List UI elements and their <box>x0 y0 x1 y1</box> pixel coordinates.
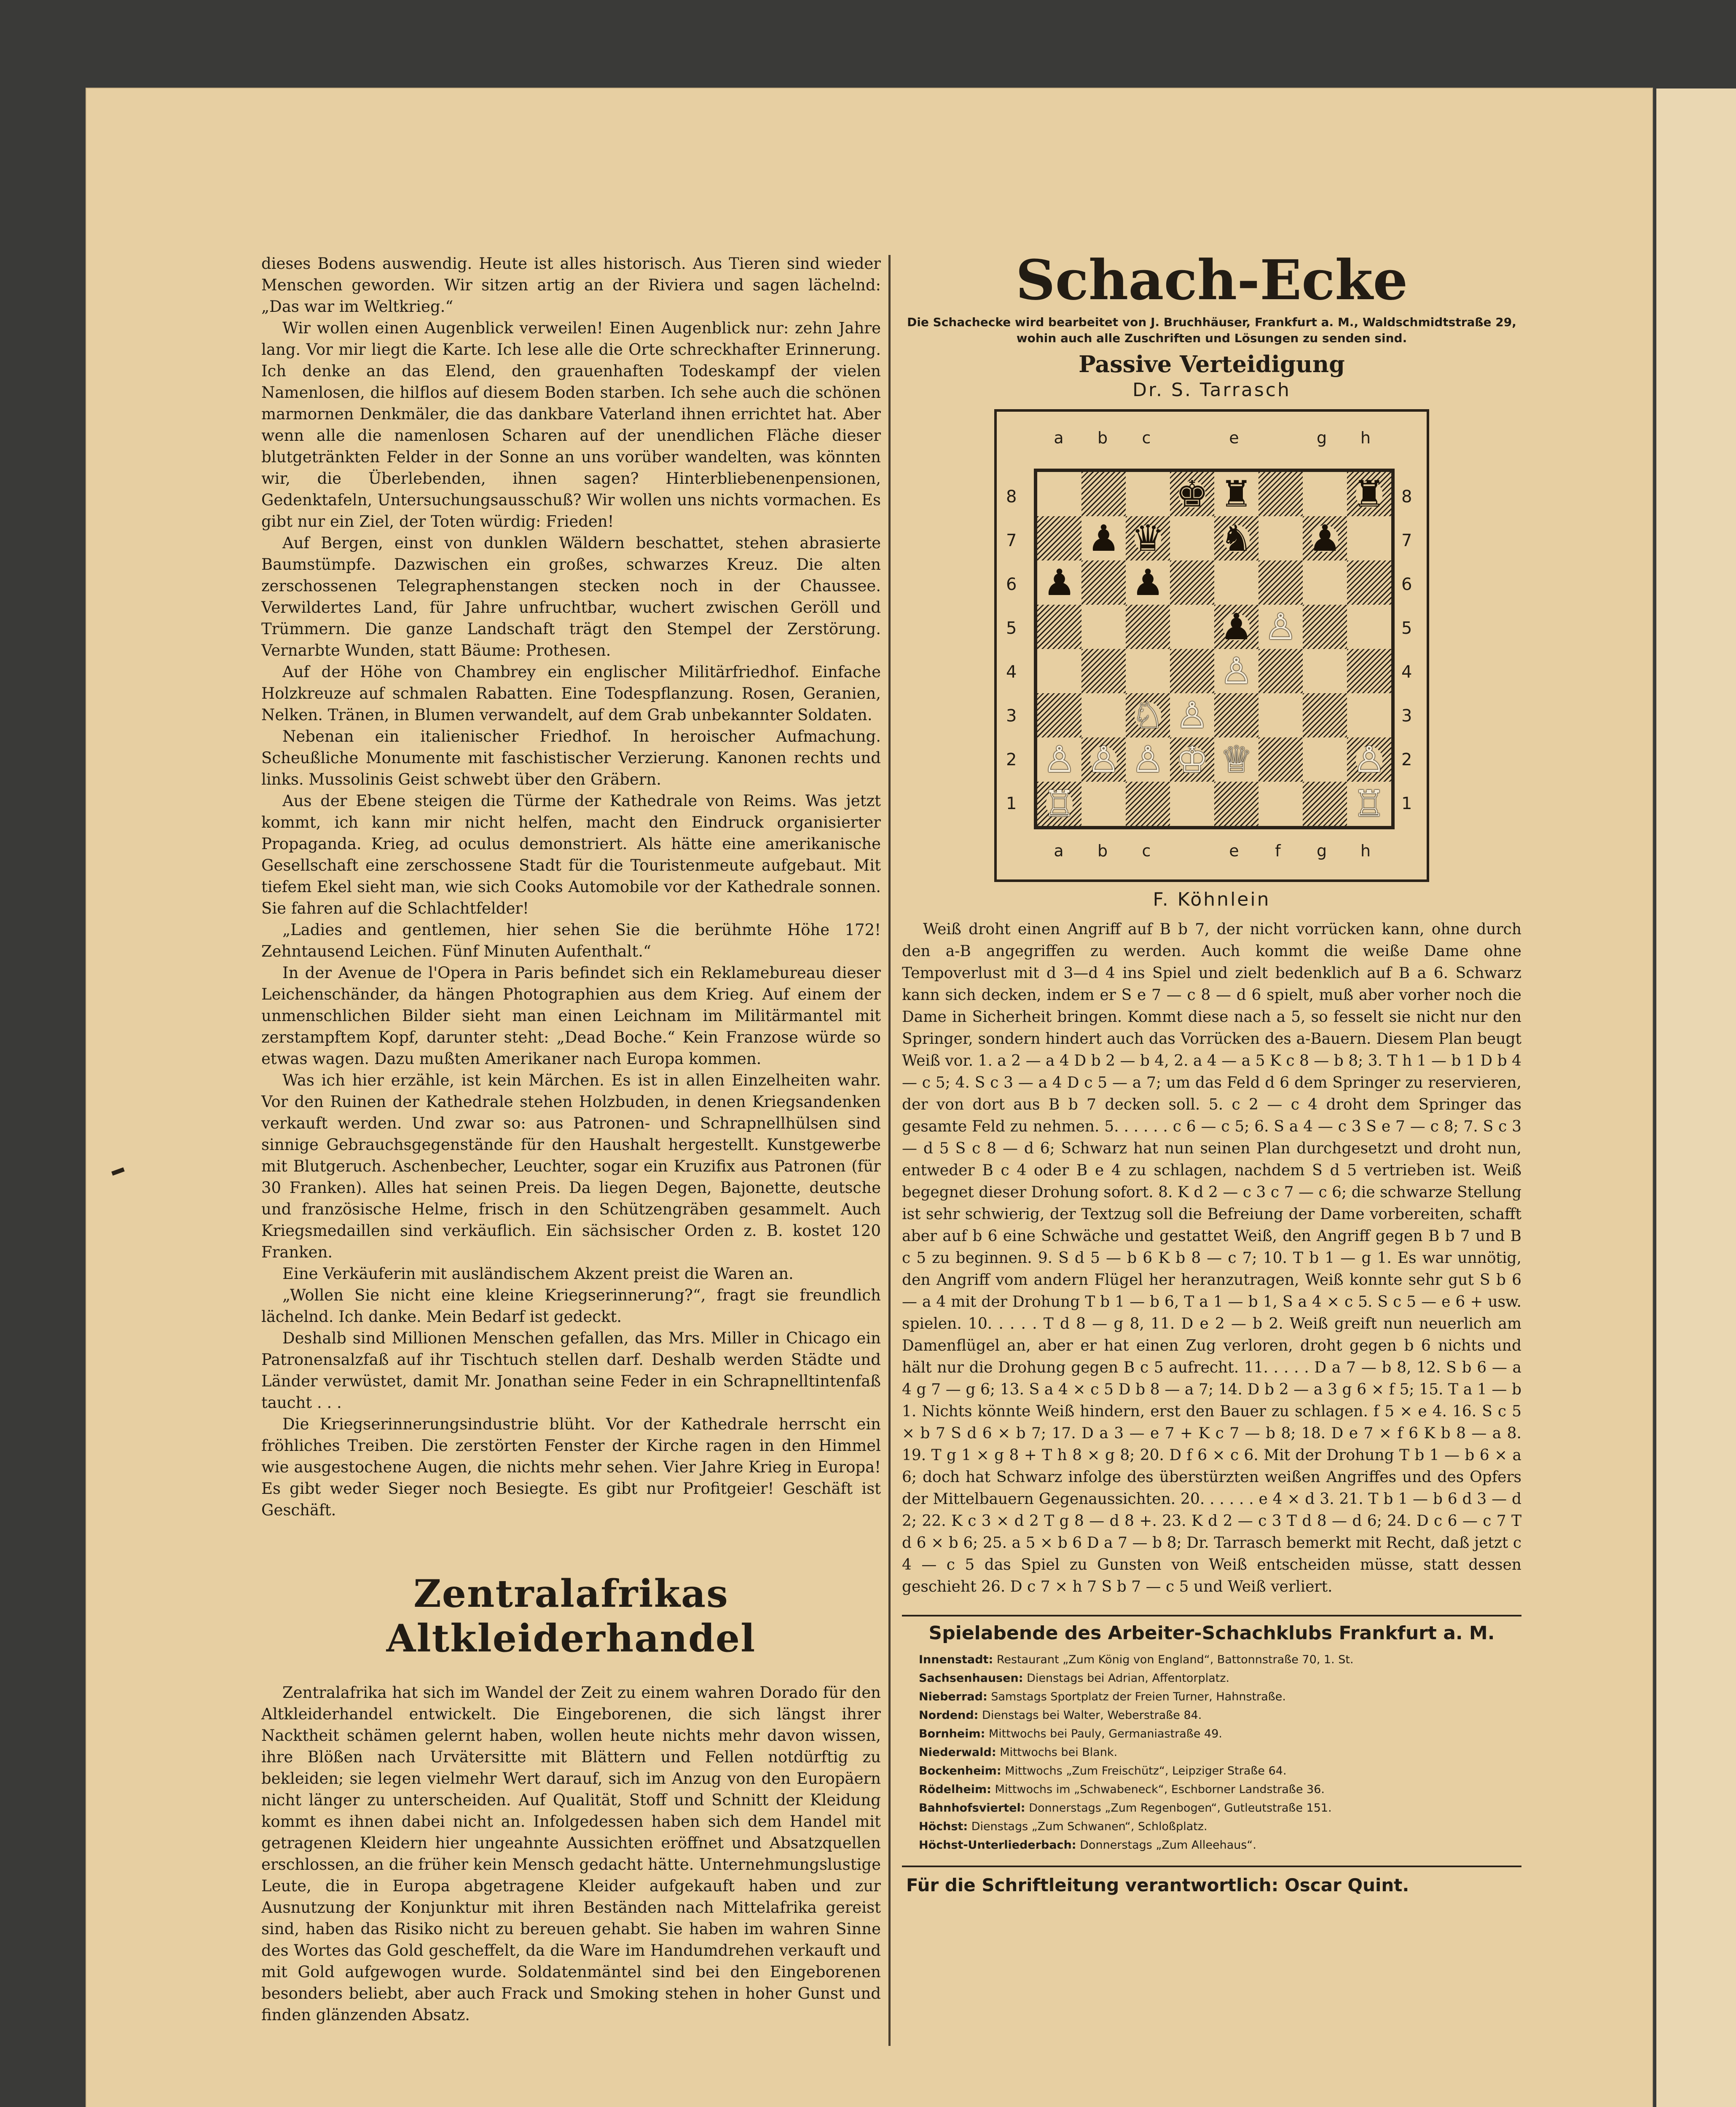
board-square <box>1081 605 1126 649</box>
board-square <box>1347 782 1391 826</box>
file-label <box>1168 429 1212 447</box>
black-pawn-icon: ♟ <box>1308 517 1342 560</box>
club-entry <box>902 1669 1521 1688</box>
paragraph: Aus der Ebene steigen die Türme der Kathedrale von Reims. Was jetzt kommt, ich kann mir nicht helfen, macht den Eindruck organisierter Propaganda. Krieg, ad oculus demonstriert. Als hätte eine amerikanische Gesellschaft eine zerschossene Stadt für die Touristenmeute aufgebaut. Mit tiefem Ekel sieht man, wie sich Cooks Automobile vor der Kathedrale sonnen. Sie fahren auf die Schlachtfelder! <box>261 792 881 917</box>
board-square <box>1214 693 1258 737</box>
club-entry <box>902 1706 1521 1725</box>
rank-label: 5 <box>1006 619 1017 638</box>
file-label: h <box>1360 842 1371 860</box>
board-square <box>1347 516 1391 560</box>
board-square <box>1214 472 1258 516</box>
white-pawn-icon: ♙ <box>1220 650 1253 692</box>
board-square <box>1258 516 1303 560</box>
board-square <box>1081 649 1126 693</box>
left-column <box>261 253 881 2026</box>
column-divider <box>888 255 891 2046</box>
board-square <box>1303 472 1347 516</box>
club-entry <box>902 1762 1521 1780</box>
board-square <box>1347 560 1391 605</box>
black-rook-icon: ♜ <box>1352 473 1386 515</box>
paragraph: „Wollen Sie nicht eine kleine Kriegserinnerung?“, fragt sie freundlich lächelnd. Ich danke. Mein Bedarf ist gedeckt. <box>261 1286 881 1326</box>
board-square <box>1170 737 1214 782</box>
white-pawn-icon: ♙ <box>1264 606 1297 648</box>
club-details: Mittwochs bei Blank. <box>1000 1746 1118 1759</box>
club-location: Höchst-Unterliederbach: <box>919 1839 1076 1852</box>
white-rook-icon: ♖ <box>1043 783 1076 825</box>
file-label: b <box>1097 842 1108 860</box>
paragraph: Nebenan ein italienischer Friedhof. In heroischer Aufmachung. Scheußliche Monumente mit faschistischer Verzierung. Kanonen rechts und links. Mussolinis Geist schwebt über den Gräbern. <box>261 727 881 788</box>
rank-label: 7 <box>1401 531 1412 550</box>
black-rook-icon: ♜ <box>1220 473 1253 515</box>
black-pawn-icon: ♟ <box>1043 561 1076 604</box>
white-pawn-icon: ♙ <box>1175 694 1209 737</box>
club-schedule-title: Spielabende des Arbeiter-Schachklubs Frankfurt a. M. <box>928 1622 1495 1644</box>
rank-label: 4 <box>1401 662 1412 682</box>
white-knight-icon: ♘ <box>1131 694 1164 737</box>
board-square <box>1170 693 1214 737</box>
club-details: Mittwochs bei Pauly, Germaniastraße 49. <box>988 1727 1222 1740</box>
board-square <box>1037 782 1081 826</box>
file-label: b <box>1097 429 1108 447</box>
club-details: Dienstags „Zum Schwanen“, Schloßplatz. <box>971 1820 1207 1833</box>
board-square <box>1170 649 1214 693</box>
board-square <box>1303 782 1347 826</box>
black-knight-icon: ♞ <box>1220 517 1253 560</box>
rank-label: 8 <box>1006 487 1017 507</box>
board-square <box>1037 737 1081 782</box>
paragraph: Deshalb sind Millionen Menschen gefallen, das Mrs. Miller in Chicago ein Patronensalzfaß auf ihr Tischtuch stellen darf. Deshalb werden Städte und Länder verwüstet, damit Mr. Jonathan seine Feder in ein Schrapnelltintenfaß taucht . . . <box>261 1329 881 1412</box>
white-pawn-icon: ♙ <box>1352 738 1386 781</box>
board-square <box>1081 472 1126 516</box>
board-square <box>1214 737 1258 782</box>
board-square <box>1126 472 1170 516</box>
club-location: Sachsenhausen: <box>919 1672 1023 1685</box>
club-location: Höchst: <box>919 1820 968 1833</box>
board-square <box>1214 516 1258 560</box>
board-square <box>1303 693 1347 737</box>
board-square <box>1037 516 1081 560</box>
file-label <box>1168 842 1212 860</box>
board-square <box>1258 472 1303 516</box>
paragraph: Zentralafrika hat sich im Wandel der Zeit zu einem wahren Dorado für den Altkleiderhandel entwickelt. Die Eingeborenen, die sich längst ihrer Nacktheit schämen gelernt haben, wollen heute nichts mehr davon wissen, ihre Blößen nach Urvätersitte mit Blättern und Fellen notdürftig zu bekleiden; sie legen vielmehr Wert darauf, sich im Anzug von den Europäern nicht länger zu unterscheiden. Auf Qualität, Stoff und Schnitt der Kleidung kommt es ihnen dabei nicht an. Infolgedessen haben sich dem Handel mit getragenen Kleidern hier ungeahnte Aussichten eröffnet und Absatzquellen erschlossen, an die früher kein Mensch gedacht hätte. Unternehmungslustige Leute, die in Europa abgetragene Kleider aufgekauft haben und zur Ausnutzung der Konjunktur mit ihren Beständen nach Mittelafrika gereist sind, haben das Risiko nicht zu bereuen gehabt. Sie haben im wahren Sinne des Wortes das Gold gescheffelt, da die Ware im Handumdrehen verkauft und mit Gold aufgewogen wurde. Soldatenmäntel sind bei den Eingeborenen besonders beliebt, aber auch Frack und Smoking stehen in hoher Gunst und finden glänzenden Absatz. <box>261 1683 881 2024</box>
club-location: Bockenheim: <box>919 1764 1001 1777</box>
file-label: c <box>1142 842 1151 860</box>
editor-credit: Für die Schriftleitung verantwortlich: Oscar Quint. <box>902 1866 1521 1895</box>
club-details: Donnerstags „Zum Alleehaus“. <box>1080 1839 1257 1852</box>
paragraph: Auf der Höhe von Chambrey ein englischer Militärfriedhof. Einfache Holzkreuze auf schmalen Rabatten. Eine Todespflanzung. Rosen, Geranien, Nelken. Tränen, in Blumen verwandelt, auf dem Grab unbekannter Soldaten. <box>261 663 881 724</box>
board-square <box>1037 693 1081 737</box>
board-square <box>1214 782 1258 826</box>
black-king-icon: ♚ <box>1175 473 1209 515</box>
board-square <box>1214 605 1258 649</box>
rank-label: 6 <box>1006 575 1017 594</box>
file-label: e <box>1229 429 1239 447</box>
adjacent-page-edge <box>1656 88 1736 2107</box>
player-white: Dr. S. Tarrasch <box>1132 379 1291 401</box>
board-square <box>1126 693 1170 737</box>
file-label: h <box>1360 429 1371 447</box>
rank-label: 2 <box>1006 750 1017 769</box>
board-square <box>1126 649 1170 693</box>
rank-label: 8 <box>1401 487 1412 507</box>
board-square <box>1126 782 1170 826</box>
paragraph: Eine Verkäuferin mit ausländischem Akzent preist die Waren an. <box>282 1265 794 1283</box>
board-square <box>1170 560 1214 605</box>
board-square <box>1347 472 1391 516</box>
board-square <box>1347 605 1391 649</box>
board-square <box>1303 737 1347 782</box>
club-details: Mittwochs „Zum Freischütz“, Leipziger Straße 64. <box>1005 1764 1287 1777</box>
paragraph: Wir wollen einen Augenblick verweilen! Einen Augenblick nur: zehn Jahre lang. Vor mir liegt die Karte. Ich lese alle die Orte schreckhafter Erinnerung. Ich denke an das Elend, den grauenhaften Todeskampf der vielen Namenlosen, die hilflos auf diesem Boden starben. Ich sehe auch die schönen marmornen Denkmäler, die das dankbare Vaterland ihnen errichtet hat. Aber wenn alle die namenlosen Scharen auf der unendlichen Fläche dieser blutgetränkten Felder in der Sonne an uns vorüber wandelten, was könnten wir, die Überlebenden, ihnen sagen? Hinterbliebenenpensionen, Gedenktafeln, Untersuchungsausschuß? Wir wollen uns nichts vormachen. Es gibt nur ein Ziel, der Toten würdig: Frieden! <box>261 319 881 531</box>
rank-label: 3 <box>1401 706 1412 726</box>
rank-label: 7 <box>1006 531 1017 550</box>
white-pawn-icon: ♙ <box>1087 738 1120 781</box>
board-square <box>1214 649 1258 693</box>
white-rook-icon: ♖ <box>1352 783 1386 825</box>
rank-label: 5 <box>1401 619 1412 638</box>
club-location: Bornheim: <box>919 1727 985 1740</box>
paragraph: Auf Bergen, einst von dunklen Wäldern beschattet, stehen abrasierte Baumstümpfe. Dazwischen ein großes, schwarzes Kreuz. Die alten zerschossenen Telegraphenstangen stecken noch in der Chaussee. Verwildertes Land, für Jahre unfruchtbar, wuchert zwischen Geröll und Trümmern. Die ganze Landschaft trägt den Stempel der Zerstörung. Vernarbte Wunden, statt Bäume: Prothesen. <box>261 534 881 659</box>
board-square <box>1081 782 1126 826</box>
rank-label: 3 <box>1006 706 1017 726</box>
rank-labels-right <box>1401 475 1412 826</box>
board-square <box>1347 649 1391 693</box>
file-label: f <box>1275 842 1281 860</box>
paragraph: Was ich hier erzähle, ist kein Märchen. Es ist in allen Einzelheiten wahr. Vor den Ruinen der Kathedrale stehen Holzbuden, in denen Kriegsandenken verkauft werden. Und zwar so: aus Patronen- und Schrapnellhülsen sind sinnige Gebrauchsgegenstände für den Haushalt hergestellt. Kunstgewerbe mit Blutgeruch. Aschenbecher, Leuchter, sogar ein Kruzifix aus Patronen (für 30 Franken). Alles hat seinen Preis. Da liegen Degen, Bajonette, deutsche und französische Helme, frisch in den Schützengräben gesammelt. Auch Kriegsmedaillen sind verkäuflich. Ein sächsischer Orden z. B. kostet 120 Franken. <box>261 1071 881 1261</box>
board-square <box>1126 516 1170 560</box>
board-square <box>1037 472 1081 516</box>
club-location: Rödelheim: <box>919 1783 991 1796</box>
board-square <box>1081 560 1126 605</box>
black-queen-icon: ♛ <box>1131 517 1164 560</box>
article-title: Zentralafrikas Altkleiderhandel <box>386 1571 756 1661</box>
board-square <box>1170 516 1214 560</box>
board-square <box>1126 560 1170 605</box>
board-square <box>1258 782 1303 826</box>
white-queen-icon: ♕ <box>1220 738 1253 781</box>
club-details: Dienstags bei Adrian, Affentorplatz. <box>1027 1672 1230 1685</box>
black-pawn-icon: ♟ <box>1131 561 1164 604</box>
chess-diagram <box>994 409 1429 882</box>
white-king-icon: ♔ <box>1175 738 1209 781</box>
club-details: Donnerstags „Zum Regenbogen“, Gutleutstraße 151. <box>1029 1801 1332 1815</box>
board-square <box>1258 560 1303 605</box>
game-title: Passive Verteidigung <box>1079 351 1345 378</box>
player-black: F. Köhnlein <box>1153 889 1271 910</box>
club-location: Nieberrad: <box>919 1690 987 1703</box>
club-schedule <box>902 1615 1521 1855</box>
board-square <box>1081 737 1126 782</box>
paragraph: Die Kriegserinnerungsindustrie blüht. Vor der Kathedrale herrscht ein fröhliches Treiben. Die zerstörten Fenster der Kirche ragen in den Himmel wie ausgestochene Augen, die nichts mehr sehen. Vier Jahre Krieg in Europa! Es gibt weder Sieger noch Besiegte. Es gibt nur Profitgeier! Geschäft ist Geschäft. <box>261 1415 881 1519</box>
board-square <box>1126 737 1170 782</box>
file-label: c <box>1142 429 1151 447</box>
board-square <box>1170 605 1214 649</box>
board-square <box>1170 782 1214 826</box>
board-square <box>1170 472 1214 516</box>
black-pawn-icon: ♟ <box>1220 606 1253 648</box>
board-square <box>1303 649 1347 693</box>
white-pawn-icon: ♙ <box>1131 738 1164 781</box>
chess-corner-title: Schach-Ecke <box>1015 248 1408 312</box>
club-entry <box>902 1836 1521 1855</box>
board-square <box>1214 560 1258 605</box>
club-location: Niederwald: <box>919 1746 996 1759</box>
club-details: Samstags Sportplatz der Freien Turner, Hahnstraße. <box>991 1690 1286 1703</box>
black-pawn-icon: ♟ <box>1087 517 1120 560</box>
paragraph: In der Avenue de l'Opera in Paris befindet sich ein Reklamebureau dieser Leichenschänder, da hängen Photographien aus dem Krieg. Auf einem der unmenschlichen Bilder sieht man einen Leichnam im Militärmantel mit zerstampftem Kopf, darunter steht: „Dead Boche.“ Kein Franzose würde so etwas wagen. Dazu mußten Amerikaner nach Europa kommen. <box>261 964 881 1068</box>
paragraph: dieses Bodens auswendig. Heute ist alles historisch. Aus Tieren sind wieder Menschen geworden. Wir sitzen artig an der Riviera und sagen lächelnd: „Das war im Weltkrieg.“ <box>261 255 881 316</box>
board-square <box>1303 516 1347 560</box>
club-entry <box>902 1799 1521 1817</box>
club-details: Restaurant „Zum König von England“, Battonnstraße 70, 1. St. <box>996 1653 1354 1666</box>
board-square <box>1258 649 1303 693</box>
file-label: g <box>1316 842 1327 860</box>
file-labels-bottom <box>997 842 1427 860</box>
board-square <box>1347 737 1391 782</box>
board-square <box>1347 693 1391 737</box>
rank-label: 4 <box>1006 662 1017 682</box>
board-square <box>1037 605 1081 649</box>
club-entry <box>902 1780 1521 1799</box>
club-location: Nordend: <box>919 1709 979 1722</box>
file-label <box>1256 429 1300 447</box>
board-square <box>1303 605 1347 649</box>
rank-labels-left <box>1006 475 1017 826</box>
paragraph: „Ladies and gentlemen, hier sehen Sie die berühmte Höhe 172! Zehntausend Leichen. Fünf Minuten Aufenthalt.“ <box>261 921 881 960</box>
file-labels-top <box>997 429 1427 447</box>
chess-board <box>1034 469 1395 829</box>
club-entry <box>902 1817 1521 1836</box>
club-entry <box>902 1688 1521 1706</box>
board-square <box>1037 560 1081 605</box>
board-square <box>1258 693 1303 737</box>
club-location: Innenstadt: <box>919 1653 993 1666</box>
club-entry <box>902 1743 1521 1762</box>
rank-label: 2 <box>1401 750 1412 769</box>
game-analysis: Weiß droht einen Angriff auf B b 7, der nicht vorrücken kann, ohne durch den a-B angegriffen zu werden. Auch kommt die weiße Dame ohne Tempoverlust mit d 3—d 4 ins Spiel und zielt bedenklich auf B a 6. Schwarz kann sich decken, indem er S e 7 — c 8 — d 6 spielt, muß aber vorher noch die Dame in Sicherheit bringen. Kommt diese nach a 5, so fesselt sie nicht nur den Springer, sondern hindert auch das Vorrücken des a-Bauern. Diesem Plan beugt Weiß vor. 1. a 2 — a 4 D b 2 — b 4, 2. a 4 — a 5 K c 8 — b 8; 3. T h 1 — b 1 D b 4 — c 5; 4. S c 3 — a 4 D c 5 — a 7; um das Feld d 6 dem Springer zu reservieren, der von dort aus B b 7 decken soll. 5. c 2 — c 4 droht dem Springer das gesamte Feld zu nehmen. 5. . . . . . c 6 — c 5; 6. S a 4 — c 3 S e 7 — c 8; 7. S c 3 — d 5 S c 8 — d 6; Schwarz hat nun seinen Plan durchgesetzt und droht nun, entweder B c 4 oder B e 4 zu schlagen, nachdem S d 5 vertrieben ist. Weiß begegnet dieser Drohung sofort. 8. K d 2 — c 3 c 7 — c 6; die schwarze Stellung ist sehr schwierig, der Textzug soll die Befreiung der Dame vorbereiten, schafft aber auf b 6 eine Schwäche und gestattet Weiß, den Angriff gegen B b 7 und B c 5 zu beginnen. 9. S d 5 — b 6 K b 8 — c 7; 10. T b 1 — g 1. Es war unnötig, den Angriff vom andern Flügel her heranzutragen, Weiß konnte sehr gut S b 6 — a 4 mit der Drohung T b 1 — b 6, T a 1 — b 1, S a 4 × c 5. S c 5 — e 6 + usw. spielen. 10. . . . . T d 8 — g 8, 11. D e 2 — b 2. Weiß greift nun neuerlich am Damenflügel an, aber er hat einen Zug verloren, droht gegen b 6 nichts und hält nur die Drohung gegen B c 5 aufrecht. 11. . . . . D a 7 — b 8, 12. S b 6 — a 4 g 7 — g 6; 13. S a 4 × c 5 D b 8 — a 7; 14. D b 2 — a 3 g 6 × f 5; 15. T a 1 — b 1. Nichts könnte Weiß hindern, erst den Bauer zu schlagen. f 5 × e 4. 16. S c 5 × b 7 S d 6 × b 7; 17. D a 3 — e 7 + K c 7 — b 8; 18. D e 7 × f 6 K b 8 — a 8. 19. T g 1 × g 8 + T h 8 × g 8; 20. D f 6 × c 6. Mit der Drohung T b 1 — b 6 × a 6; doch hat Schwarz infolge des überstürzten weißen Angriffes und des Opfers der Mittelbauern Gegenaussichten. 20. . . . . . e 4 × d 3. 21. T b 1 — b 6 d 3 — d 2; 22. K c 3 × d 2 T g 8 — d 8 +. 23. K d 2 — c 3 T d 8 — d 6; 24. D c 6 — c 7 T d 6 × b 6; 25. a 5 × b 6 D a 7 — b 8; Dr. Tarrasch bemerkt mit Recht, daß jetzt c 4 — c 5 das Spiel zu Gunsten von Weiß entscheiden müsse, statt dessen geschieht 26. D c 7 × h 7 S b 7 — c 5 und Weiß verliert. <box>902 921 1521 1595</box>
file-label: a <box>1054 842 1064 860</box>
file-label: e <box>1229 842 1239 860</box>
board-square <box>1037 649 1081 693</box>
file-label: a <box>1054 429 1064 447</box>
file-label: g <box>1316 429 1327 447</box>
board-square <box>1126 605 1170 649</box>
board-square <box>1258 605 1303 649</box>
white-pawn-icon: ♙ <box>1043 738 1076 781</box>
club-details: Dienstags bei Walter, Weberstraße 84. <box>982 1709 1202 1722</box>
club-location: Bahnhofsviertel: <box>919 1801 1025 1815</box>
club-entry <box>902 1651 1521 1669</box>
rank-label: 1 <box>1401 794 1412 813</box>
board-square <box>1081 516 1126 560</box>
chess-corner-note: Die Schachecke wird bearbeitet von J. Bruchhäuser, Frankfurt a. M., Waldschmidtstraße 29, wohin auch alle Zuschriften und Lösungen zu senden sind. <box>907 315 1516 345</box>
right-column <box>902 248 1521 1895</box>
board-square <box>1258 737 1303 782</box>
board-square <box>1081 693 1126 737</box>
club-entry <box>902 1725 1521 1743</box>
rank-label: 1 <box>1006 794 1017 813</box>
club-details: Mittwochs im „Schwabeneck“, Eschborner Landstraße 36. <box>995 1783 1325 1796</box>
rank-label: 6 <box>1401 575 1412 594</box>
board-square <box>1303 560 1347 605</box>
